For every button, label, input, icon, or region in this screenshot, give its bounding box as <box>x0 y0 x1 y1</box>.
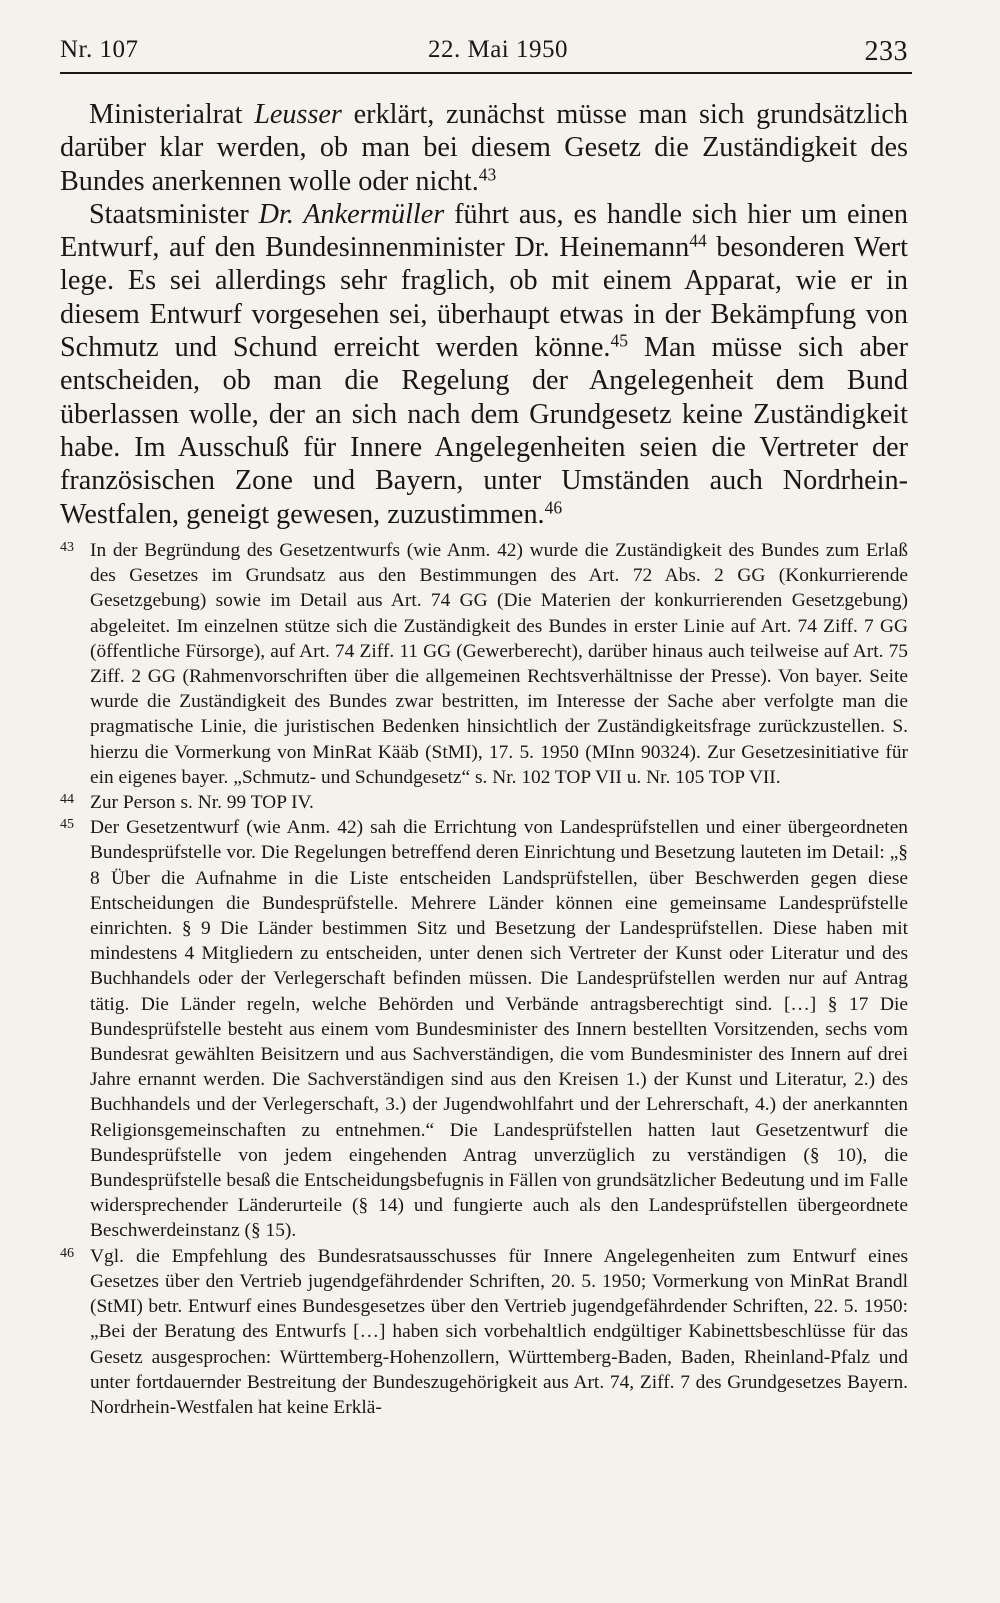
header-rule <box>60 72 912 74</box>
speaker-name: Leusser <box>254 99 342 130</box>
footnote-number: 43 <box>60 540 74 555</box>
footnote <box>60 790 908 815</box>
running-head <box>60 36 908 70</box>
page-number: 233 <box>864 36 908 67</box>
session-date: 22. Mai 1950 <box>427 36 569 63</box>
footnote-text: Der Gesetzentwurf (wie Anm. 42) sah die Errichtung von Landesprüfstellen und einer übergeordneten Bundesprüfstelle vor. Die Regelungen betreffend deren Einrichtung und Besetzung lauteten im Detail: „§ 8 Über die Aufnahme in die Liste entscheiden Landsprüfstellen, über Beschwerden gegen diese Entscheidungen die Bundesprüfstelle. Mehrere Länder können eine gemeinsame Landesprüfstelle einrichten. § 9 Die Länder bestimmen Sitz und Besetzung der Landesprüfstellen. Diese haben mit mindestens 4 Mitgliedern zu entscheiden, unter denen sich Vertreter der Kunst oder Literatur und des Buchhandels oder der Verlegerschaft befinden müssen. Die Landesprüfstellen werden nur auf Antrag tätig. Die Länder regeln, welche Behörden und Verbände antragsberechtigt sind. […] § 17 Die Bundesprüfstelle besteht aus einem vom Bundesminister des Innern bestellten Vorsitzenden, sechs vom Bundesrat gewählten Beisitzern und aus Sachverständigen, die vom Bundesminister des Innern auf drei Jahre ernannt werden. Die Sachverständigen sind aus den Kreisen 1.) der Kunst und Literatur, 2.) des Buchhandels und der Verlegerschaft, 3.) der Jugendwohlfahrt und der Lehrerschaft, 4.) der anerkannten Religionsgemeinschaften zu entnehmen.“ Die Landesprüfstellen hatten laut Gesetzentwurf die Bundesprüfstelle von jedem eingehenden Antrag unverzüglich zu verständigen (§ 10), die Bundesprüfstelle besaß die Entscheidungsbefugnis in Fällen von grundsätzlicher Bedeutung und im Falle widersprechender Länderurteile (§ 14) und fungierte auch als den Landesprüfstellen übergeordnete Beschwerdeinstanz (§ 15). <box>90 817 908 1242</box>
footnote-number: 46 <box>60 1245 74 1261</box>
footnote-text: Vgl. die Empfehlung des Bundesratsausschusses für Innere Angelegenheiten zum Entwurf eines Gesetzes über den Vertrieb jugendgefährdender Schriften, 20. 5. 1950; Vormerkung von MinRat Brandl (StMI) betr. Entwurf eines Bundesgesetzes über den Vertrieb jugendgefährdender Schriften, 22. 5. 1950: „Bei der Beratung des Entwurfs […] haben sich vorbehaltlich endgültiger Kabinettsbeschlüsse für das Gesetz ausgesprochen: Württemberg-Hohenzollern, Württemberg-Baden, Baden, Rheinland-Pfalz und unter fortdauernder Bestreitung der Bundeszugehörigkeit aus Art. 74, Ziff. 7 des Grundgesetzes Bayern. Nordrhein-Westfalen hat keine Erklä- <box>90 1245 908 1418</box>
footnote-ref: 43 <box>478 163 497 184</box>
paragraph-leusser: Ministerialrat Leusser erklärt, zunächst müsse man sich grundsätzlich darüber klar werden, ob man bei diesem Gesetz die Zuständigkeit des Bundes anerkennen wolle oder nicht.$^{43}$ <box>60 99 908 197</box>
footnote <box>60 815 908 1243</box>
paragraph-ankermueller: Staatsminister Dr. Ankermüller führt aus, es handle sich hier um einen Entwurf, auf den Bundesinnenminister Dr. Heinemann$^{44}$ besonderen Wert lege. Es sei allerdings sehr fraglich, ob mit einem Apparat, wie er in diesem Entwurf vorgesehen sei, überhaupt etwas in der Bekämpfung von Schmutz und Schund erreicht werden könne.$^{45}$ Man müsse sich aber entscheiden, ob man die Regelung der Angelegenheit dem Bund überlassen wolle, der an sich nach dem Grundgesetz keine Zuständigkeit habe. Im Ausschuß für Innere Angelegenheiten seien die Vertreter der französischen Zone und Bayern, unter Umständen auch Nordrhein-Westfalen, geneigt gewesen, zuzustimmen.$^{46}$ <box>60 198 909 530</box>
footnote-ref: 44 <box>689 230 707 251</box>
main-text <box>60 98 908 531</box>
speaker-name: Dr. Ankermüller <box>258 198 445 230</box>
footnote-ref: 45 <box>610 330 628 351</box>
footnote-text: Zur Person s. Nr. 99 TOP IV. <box>90 792 314 814</box>
footnote-number: 45 <box>60 817 74 833</box>
footnote-number: 44 <box>60 792 74 808</box>
footnote <box>60 538 908 790</box>
footnote-text: In der Begründung des Gesetzentwurfs (wie Anm. 42) wurde die Zuständigkeit des Bundes zum Erlaß des Gesetzes im Grundsatz aus den Bestimmungen des Art. 72 Abs. 2 GG (Konkurrierende Gesetzgebung) sowie im Detail aus Art. 74 GG (Die Materien der konkurrierenden Gesetzgebung) abgeleitet. Im einzelnen stütze sich die Zuständigkeit des Bundes in erster Linie auf Art. 74 Ziff. 7 GG (öffentliche Fürsorge), auf Art. 74 Ziff. 11 GG (Gewerberecht), darüber hinaus auch teilweise auf Art. 75 Ziff. 2 GG (Rahmenvorschriften über die allgemeinen Rechtsverhältnisse der Presse). Von bayer. Seite wurde die Zuständigkeit des Bundes zwar bestritten, im Interesse der Sache aber verfolgte man die pragmatische Linie, die juristischen Bedenken hinsichtlich der Zuständigkeitsfrage zurückzustellen. S. hierzu die Vormerkung von MinRat Kääb (StMI), 17. 5. 1950 (MInn 90324). Zur Gesetzesinitiative für ein eigenes bayer. „Schmutz- und Schundgesetz“ s. Nr. 102 TOP VII u. Nr. 105 TOP VII. <box>90 540 908 788</box>
footnote <box>60 1244 908 1420</box>
footnotes <box>60 538 908 1420</box>
footnote-ref: 46 <box>544 496 563 517</box>
document-number: Nr. 107 <box>60 36 139 63</box>
